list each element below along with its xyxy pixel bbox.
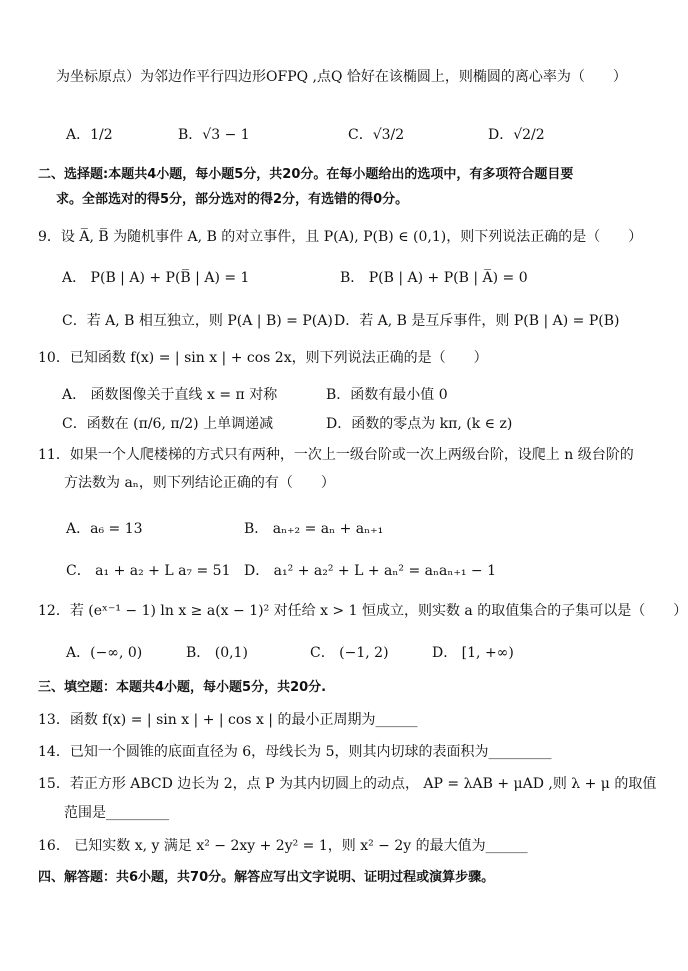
q11-stem-line2: 方法数为 aₙ，则下列结论正确的有（ ） — [64, 475, 335, 491]
section4-heading: 四、解答题：共6小题，共70分。解答应写出文字说明、证明过程或演算步骤。 — [38, 870, 495, 885]
q12-stem: 12．若 (eˣ⁻¹ − 1) ln x ≥ a(x − 1)² 对任给 x > 1 恒成立，则实数 a 的取值集合的子集可以是（ ） — [38, 603, 688, 619]
q10-stem: 10．已知函数 f(x) = | sin x | + cos 2x，则下列说法正确的是（ ） — [38, 350, 488, 366]
q10-option-d: D．函数的零点为 kπ, (k ∈ z) — [326, 416, 513, 432]
q10-option-a: A． 函数图像关于直线 x = π 对称 — [62, 387, 278, 403]
q15-line2: 范围是_________ — [64, 805, 169, 821]
q12-option-a: A．(−∞, 0) — [66, 645, 143, 661]
q8-option-b: B．√3 − 1 — [178, 127, 250, 143]
q12-option-b: B． (0,1) — [186, 645, 248, 661]
q8-option-c: C．√3/2 — [348, 127, 405, 143]
q8-option-a: A．1/2 — [66, 127, 113, 143]
q13-text: 13．函数 f(x) = | sin x | + | cos x | 的最小正周期为______ — [38, 712, 418, 728]
q11-option-b: B． aₙ₊₂ = aₙ + aₙ₊₁ — [244, 521, 384, 537]
q8-option-d: D．√2/2 — [488, 127, 545, 143]
q11-option-c: C． a₁ + a₂ + L a₇ = 51 — [66, 563, 231, 579]
q9-option-a: A． P(B | A) + P(B̅ | A) = 1 — [62, 270, 250, 286]
q15-line1: 15．若正方形 ABCD 边长为 2，点 P 为其内切圆上的动点， AP = λAB + μAD ,则 λ + μ 的取值 — [38, 776, 657, 792]
q8-stem-continuation: 为坐标原点）为邻边作平行四边形OFPQ ,点Q 恰好在该椭圆上，则椭圆的离心率为（ ） — [56, 69, 627, 85]
q11-option-a: A．a₆ = 13 — [66, 521, 143, 537]
section2-heading-line2: 求。全部选对的得5分，部分选对的得2分，有选错的得0分。 — [56, 192, 409, 207]
q11-option-d: D． a₁² + a₂² + L + aₙ² = aₙaₙ₊₁ − 1 — [244, 563, 496, 579]
q10-option-c: C．函数在 (π/6, π/2) 上单调递减 — [62, 416, 274, 432]
section3-heading: 三、填空题：本题共4小题，每小题5分，共20分. — [38, 680, 327, 695]
q12-option-d: D． [1, +∞) — [432, 645, 514, 661]
q9-option-d: D．若 A, B 是互斥事件，则 P(B | A) = P(B) — [334, 313, 620, 329]
q9-option-b: B． P(B | A) + P(B | A̅) = 0 — [340, 270, 528, 286]
section2-heading-line1: 二、选择题:本题共4小题，每小题5分，共20分。在每小题给出的选项中，有多项符合题目要 — [38, 167, 574, 182]
q14-text: 14．已知一个圆锥的底面直径为 6，母线长为 5，则其内切球的表面积为_________ — [38, 744, 552, 760]
q11-stem-line1: 11．如果一个人爬楼梯的方式只有两种，一次上一级台阶或一次上两级台阶，设爬上 n 级台阶的 — [38, 447, 634, 463]
q9-stem: 9．设 A̅, B̅ 为随机事件 A, B 的对立事件，且 P(A), P(B) ∈ (0,1)，则下列说法正确的是（ ） — [38, 229, 643, 245]
q9-option-c: C．若 A, B 相互独立，则 P(A | B) = P(A) — [62, 313, 333, 329]
q10-option-b: B．函数有最小值 0 — [326, 387, 448, 403]
q16-text: 16． 已知实数 x, y 满足 x² − 2xy + 2y² = 1，则 x² − 2y 的最大值为______ — [38, 838, 528, 854]
q12-option-c: C． (−1, 2) — [310, 645, 389, 661]
